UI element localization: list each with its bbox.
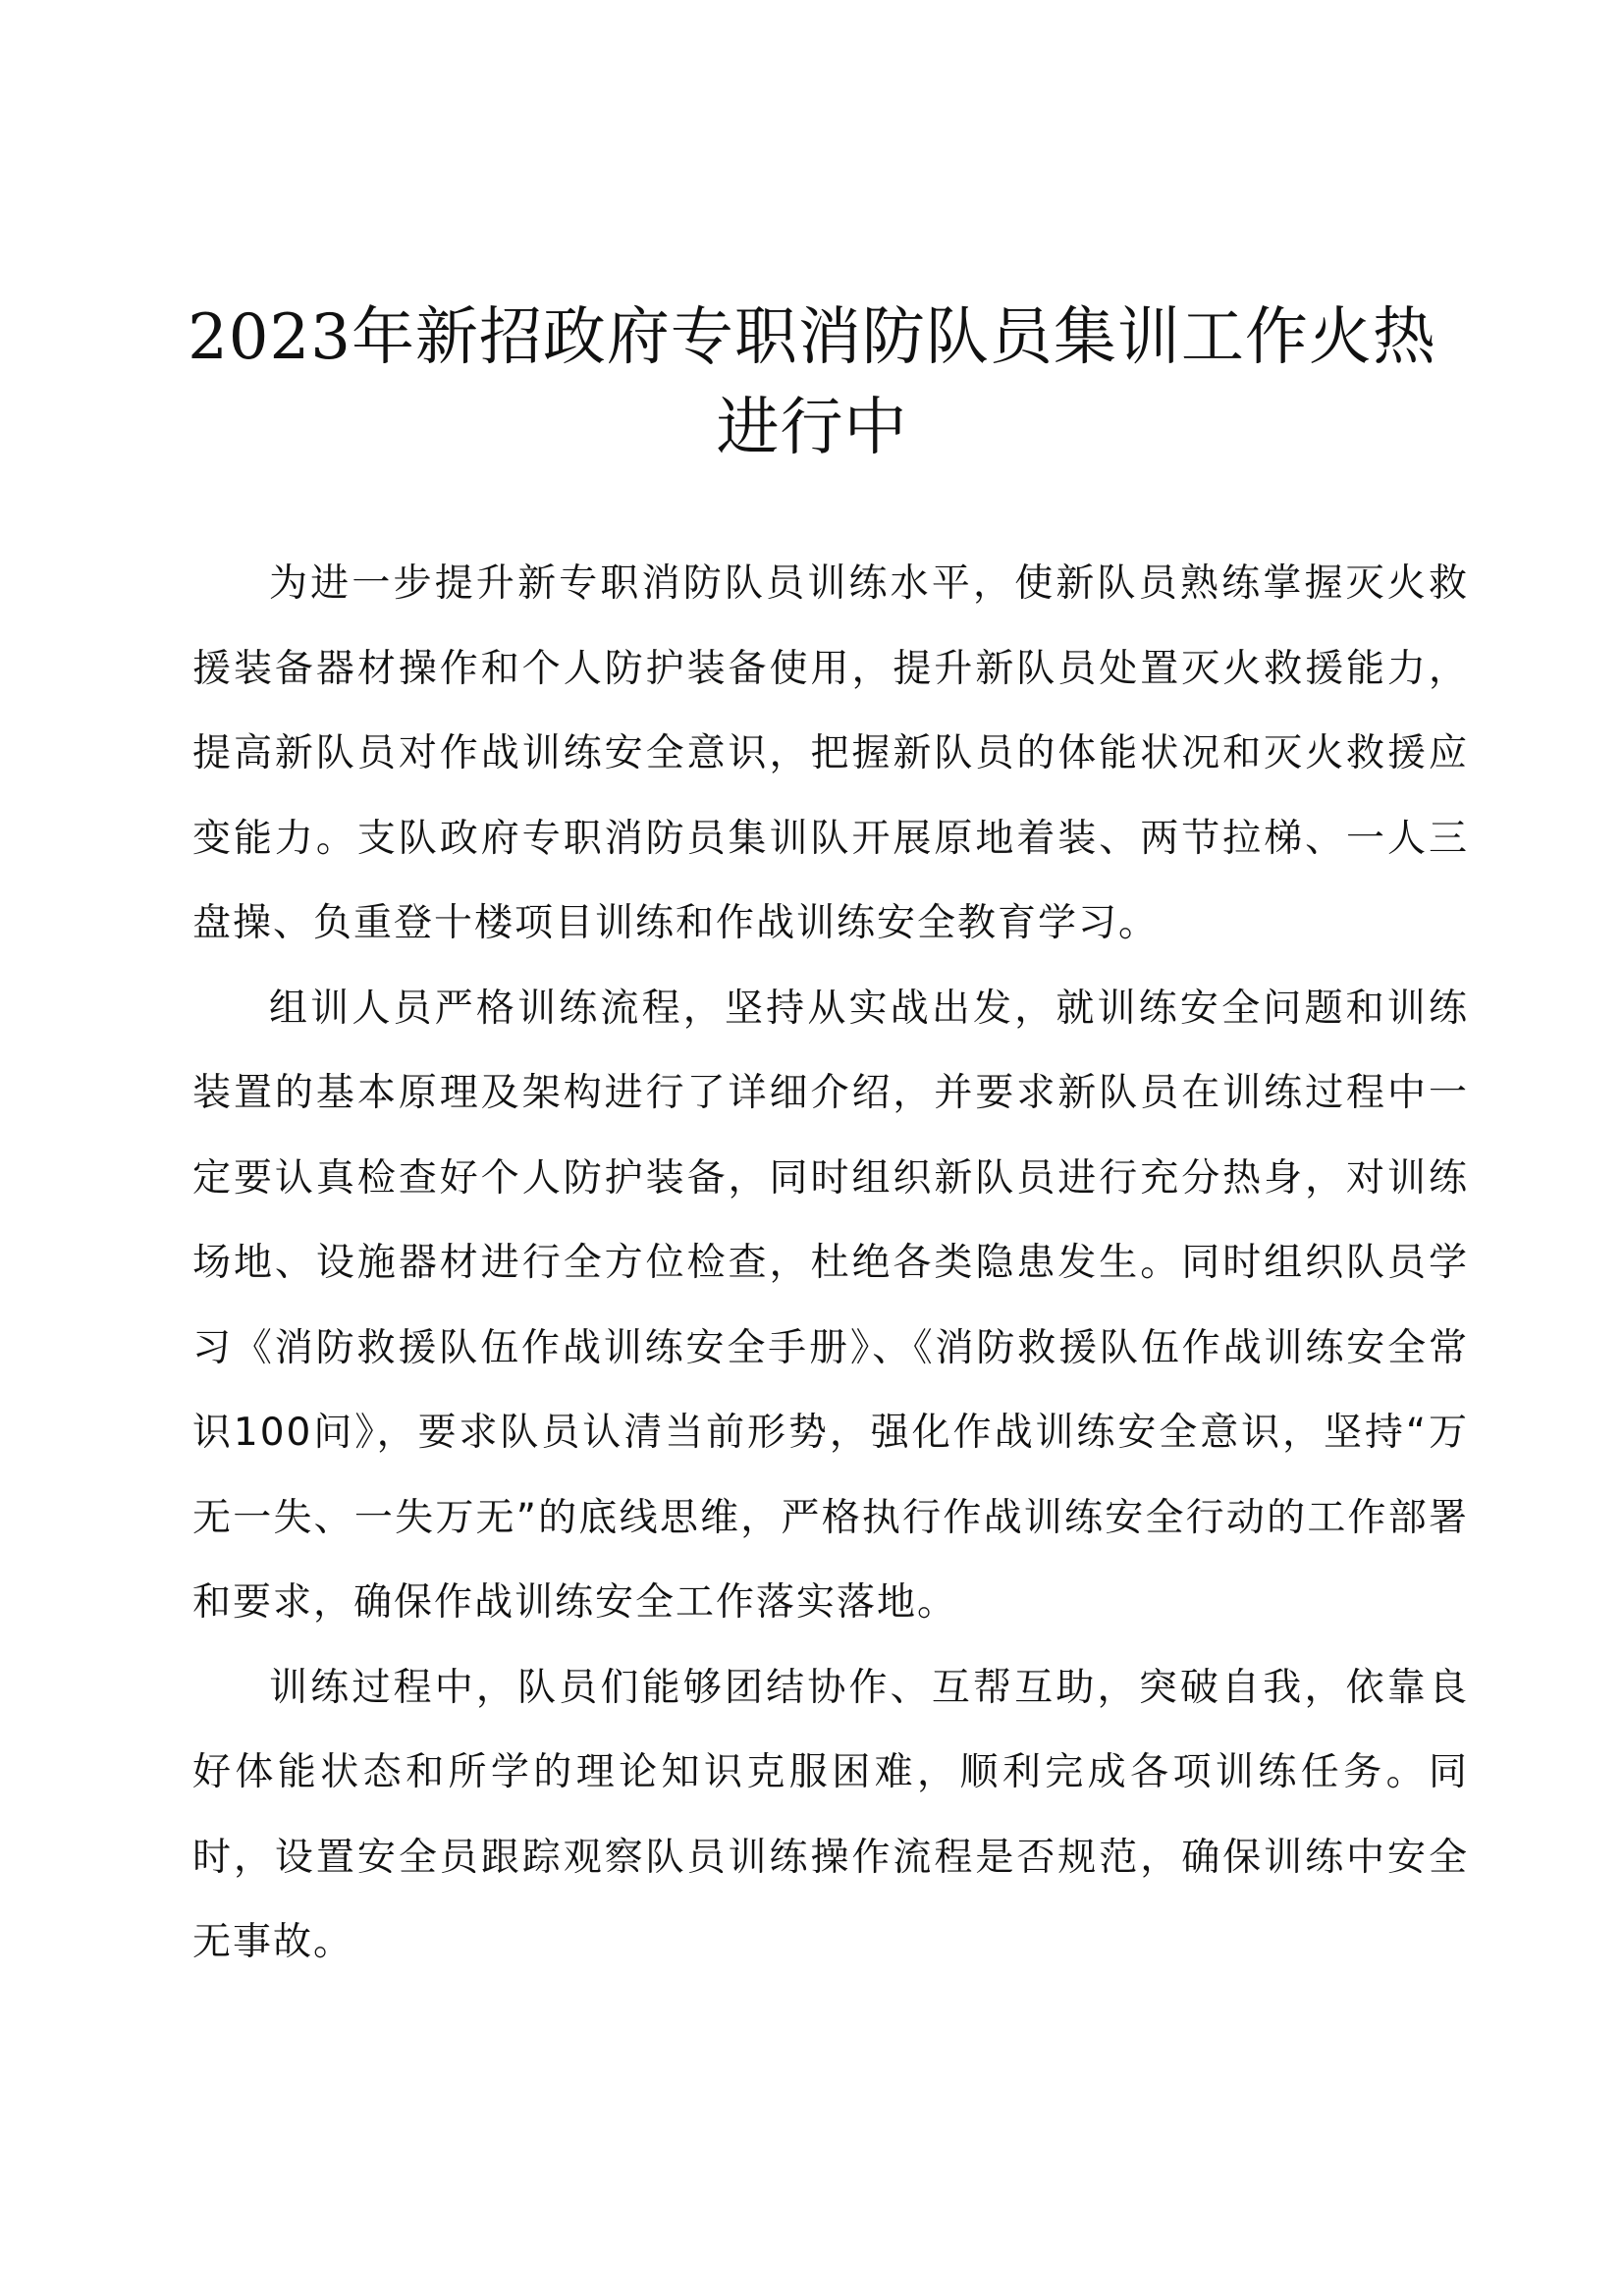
paragraph-1: 为进一步提升新专职消防队员训练水平，使新队员熟练掌握灭火救援装备器材操作和个人防护装备使用，提升新队员处置灭火救援能力，提高新队员对作战训练安全意识，把握新队员的体能状况和灭火救援应变能力。支队政府专职消防员集训队开展原地着装、两节拉梯、一人三盘操、负重登十楼项目训练和作战训练安全教育学习。 bbox=[192, 561, 1469, 945]
title-line-2: 进行中 bbox=[716, 392, 908, 464]
paragraph-2: 组训人员严格训练流程，坚持从实战出发，就训练安全问题和训练装置的基本原理及架构进行了详细介绍，并要求新队员在训练过程中一定要认真检查好个人防护装备，同时组织新队员进行充分热身，对训练场地、设施器材进行全方位检查，杜绝各类隐患发生。同时组织队员学习《消防救援队伍作战训练安全手册》、《消防救援队伍作战训练安全常识100问》，要求队员认清当前形势，强化作战训练安全意识，坚持“万无一失、一失万无”的底线思维，严格执行作战训练安全行动的工作部署和要求，确保作战训练安全工作落实落地。 bbox=[192, 986, 1469, 1625]
title-line-1: 2023年新招政府专职消防队员集训工作火热 bbox=[188, 301, 1436, 374]
document-body bbox=[192, 542, 1469, 1986]
document-title bbox=[147, 293, 1477, 473]
paragraph-3: 训练过程中，队员们能够团结协作、互帮互助，突破自我，依靠良好体能状态和所学的理论知识克服困难，顺利完成各项训练任务。同时，设置安全员跟踪观察队员训练操作流程是否规范，确保训练中安全无事故。 bbox=[192, 1665, 1469, 1964]
